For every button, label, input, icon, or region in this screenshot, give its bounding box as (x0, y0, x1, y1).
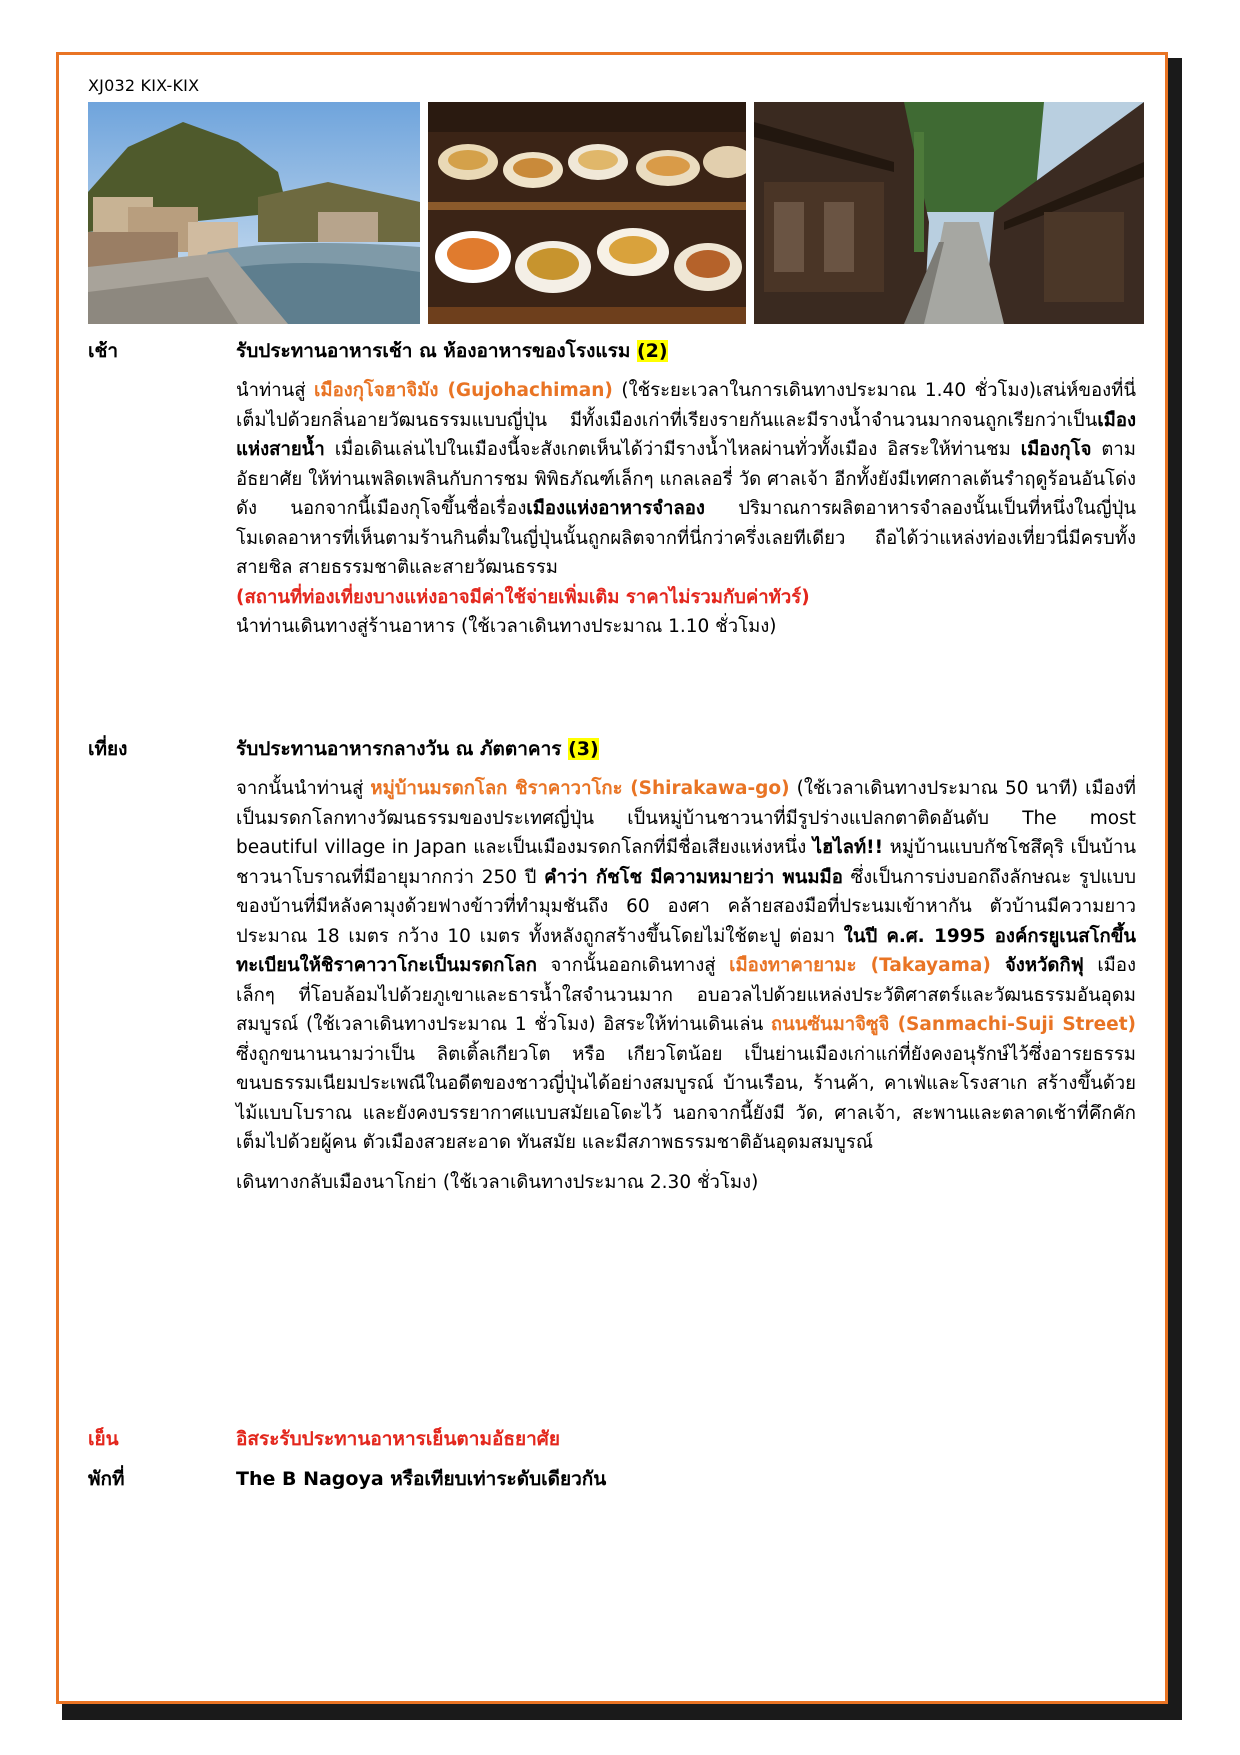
noon-meal-heading (236, 734, 599, 764)
stay-label: พักที่ (88, 1468, 125, 1490)
photo-strip (88, 102, 1134, 324)
gassho-meaning: คำว่า กัชโช มีความหมายว่า พนมมือ (544, 866, 843, 888)
text-run: ซึ่งถูกขนานนามว่าเป็น ลิตเติ้ลเกียวโต หรือ เกียวโตน้อย เป็นย่านเมืองเก่าแก่ที่ยังคงอนุรักษ์ไว้ซึ่งอารยธรรมขนบธรรมเนียมประเพณีในอดีตของชาวญี่ปุ่นได้อย่างสมบูรณ์ บ้านเรือน, ร้านค้า, คาเฟ่และโรงสาเก สร้างขึ้นด้วยไม้แบบโบราณ และยังคงบรรยากาศแบบสมัยเอโดะไว้ นอกจากนี้ยังมี วัด, ศาลเจ้า, สะพานและตลาดเช้าที่คึกคักเต็มไปด้วยผู้คน ตัวเมืองสวยสะอาด ทันสมัย และมีสภาพธรรมชาติอันอุดมสมบูรณ์ (236, 1043, 1136, 1153)
text-run: (ใช้ระยะเวลาในการเดินทางประมาณ 1.40 ชั่วโมง)เสน่ห์ของที่นี่เต็มไปด้วยกลิ่นอายวัฒนธรรมแบบญี่ปุ่น มีทั้งเมืองเก่าที่เรียงรายกันและมีรางน้ำจำนวนมากจนถูกเรียกว่าเป็น (236, 380, 1137, 431)
text-run: นำท่านสู่ (236, 380, 315, 401)
text-run: (ใช้เวลาเดินทางประมาณ 50 นาที) เมืองที่เป็นมรดกโลกทางวัฒนธรรมของประเทศญี่ปุ่น เป็นหมู่บ้านชาวนาที่มีรูปร่างแปลกตาติดอันดับ The most beautiful village in Japan และเป็นเมืองมรดกโลกที่มีชื่อเสียงแห่งหนึ่ง (236, 778, 1136, 858)
highlight-label: ไฮไลท์!! (812, 837, 884, 858)
sanmachi-suji-place: ถนนซันมาจิซูจิ (Sanmachi-Suji Street) (770, 1014, 1137, 1035)
morning-meal-heading (236, 336, 668, 366)
text-run: ปริมาณการผลิตอาหารจำลองนั้นเป็นที่หนึ่งในญี่ปุ่น โมเดลอาหารที่เห็นตามร้านกินดื่มในญี่ปุ่นนั้นถูกผลิตจากที่นี่กว่าครึ่งเลยทีเดียว ถือได้ว่าแหล่งท่องเที่ยวนี่มีครบทั้งสายชิล สายธรรมชาติและสายวัฒนธรรม (236, 498, 1136, 578)
shirakawa-go-place: หมู่บ้านมรดกโลก ชิราคาวาโกะ (Shirakawa-go) (370, 778, 790, 799)
morning-meal-text: รับประทานอาหารเช้า ณ ห้องอาหารของโรงแรม (236, 340, 631, 362)
morning-label: เช้า (88, 340, 119, 362)
text-run: ซึ่งเป็นการบ่งบอกถึงลักษณะ รูปแบบของบ้านที่มีหลังคามุงด้วยฟางข้าวที่ทำมุมชันถึง 60 องศา คล้ายสองมือที่ประนมเข้าหากัน ตัวบ้านมีความยาวประมาณ 18 เมตร กว้าง 10 เมตร ทั้งหลังถูกสร้างขึ้นโดยไม่ใช้ตะปู ต่อมา (236, 866, 1137, 947)
evening-text: อิสระรับประทานอาหารเย็นตามอัธยาศัย (236, 1428, 560, 1450)
takayama-old-street-photo (754, 102, 1144, 324)
evening-label: เย็น (88, 1428, 119, 1450)
food-sample-display-photo (428, 102, 746, 324)
gifu-prefecture: จังหวัดกิฟุ (990, 955, 1084, 976)
takayama-place: เมืองทาคายามะ (Takayama) (729, 955, 991, 976)
gujo-river-town-photo (88, 102, 420, 324)
document-code: XJ032 KIX-KIX (88, 76, 200, 95)
noon-description (236, 774, 1136, 1197)
gujohachiman-place: เมืองกุโจฮาจิมัง (Gujohachiman) (314, 380, 613, 401)
morning-description (236, 376, 1136, 642)
travel-to-restaurant: นำท่านเดินทางสู่ร้านอาหาร (ใช้เวลาเดินทางประมาณ 1.10 ชั่วโมง) (236, 616, 777, 637)
return-to-nagoya: เดินทางกลับเมืองนาโกย่า (ใช้เวลาเดินทางประมาณ 2.30 ชั่วโมง) (236, 1171, 759, 1193)
city-of-water-highlight: เมืองแห่งสายน้ำ (236, 409, 1136, 460)
extra-cost-note: (สถานที่ท่องเที่ยงบางแห่งอาจมีค่าใช้จ่ายเพิ่มเติม ราคาไม่รวมกับค่าทัวร์) (236, 586, 810, 608)
noon-meal-text: รับประทานอาหารกลางวัน ณ ภัตตาคาร (236, 738, 562, 760)
noon-meal-number: (3) (568, 738, 599, 760)
text-run: เมืองเล็กๆ ที่โอบล้อมไปด้วยภูเขาและธารน้ำใสจำนวนมาก อบอวลไปด้วยแหล่งประวัติศาสตร์และวัฒนธรรมอันอุดมสมบูรณ์ (ใช้เวลาเดินทางประมาณ 1 ชั่วโมง) อิสระให้ท่านเดินเล่น (236, 955, 1136, 1035)
noon-label: เที่ยง (88, 738, 128, 760)
unesco-1995: ในปี ค.ศ. 1995 องค์กรยูเนสโกขึ้นทะเบียนให้ชิราคาวาโกะเป็นมรดกโลก (236, 925, 1136, 976)
text-run: ตามอัธยาศัย ให้ท่านเพลิดเพลินกับการชม พิพิธภัณฑ์เล็กๆ แกลเลอรี่ วัด ศาลเจ้า อีกทั้งยังมีเทศกาลเต้นรำฤดูร้อนอันโด่งดัง นอกจากนี้เมืองกุโจขึ้นชื่อเรื่อง (236, 439, 1136, 519)
text-run: เมื่อเดินเล่นไปในเมืองนี้จะสังเกตเห็นได้ว่ามีรางน้ำไหลผ่านทั่วทั้งเมือง อิสระให้ท่านชม (324, 439, 1021, 460)
hotel-text: The B Nagoya หรือเทียบเท่าระดับเดียวกัน (236, 1468, 607, 1490)
food-replica-highlight: เมืองแห่งอาหารจำลอง (526, 498, 705, 519)
text-run: จากนั้นออกเดินทางสู่ (536, 955, 730, 976)
text-run: จากนั้นนำท่านสู่ (236, 778, 371, 799)
text-run: หมู่บ้านแบบกัชโชสึคุริ เป็นบ้านชาวนาโบราณที่มีอายุมากกว่า 250 ปี (236, 837, 1136, 888)
morning-meal-number: (2) (636, 340, 668, 362)
gujo-highlight: เมืองกุโจ (1020, 439, 1092, 460)
